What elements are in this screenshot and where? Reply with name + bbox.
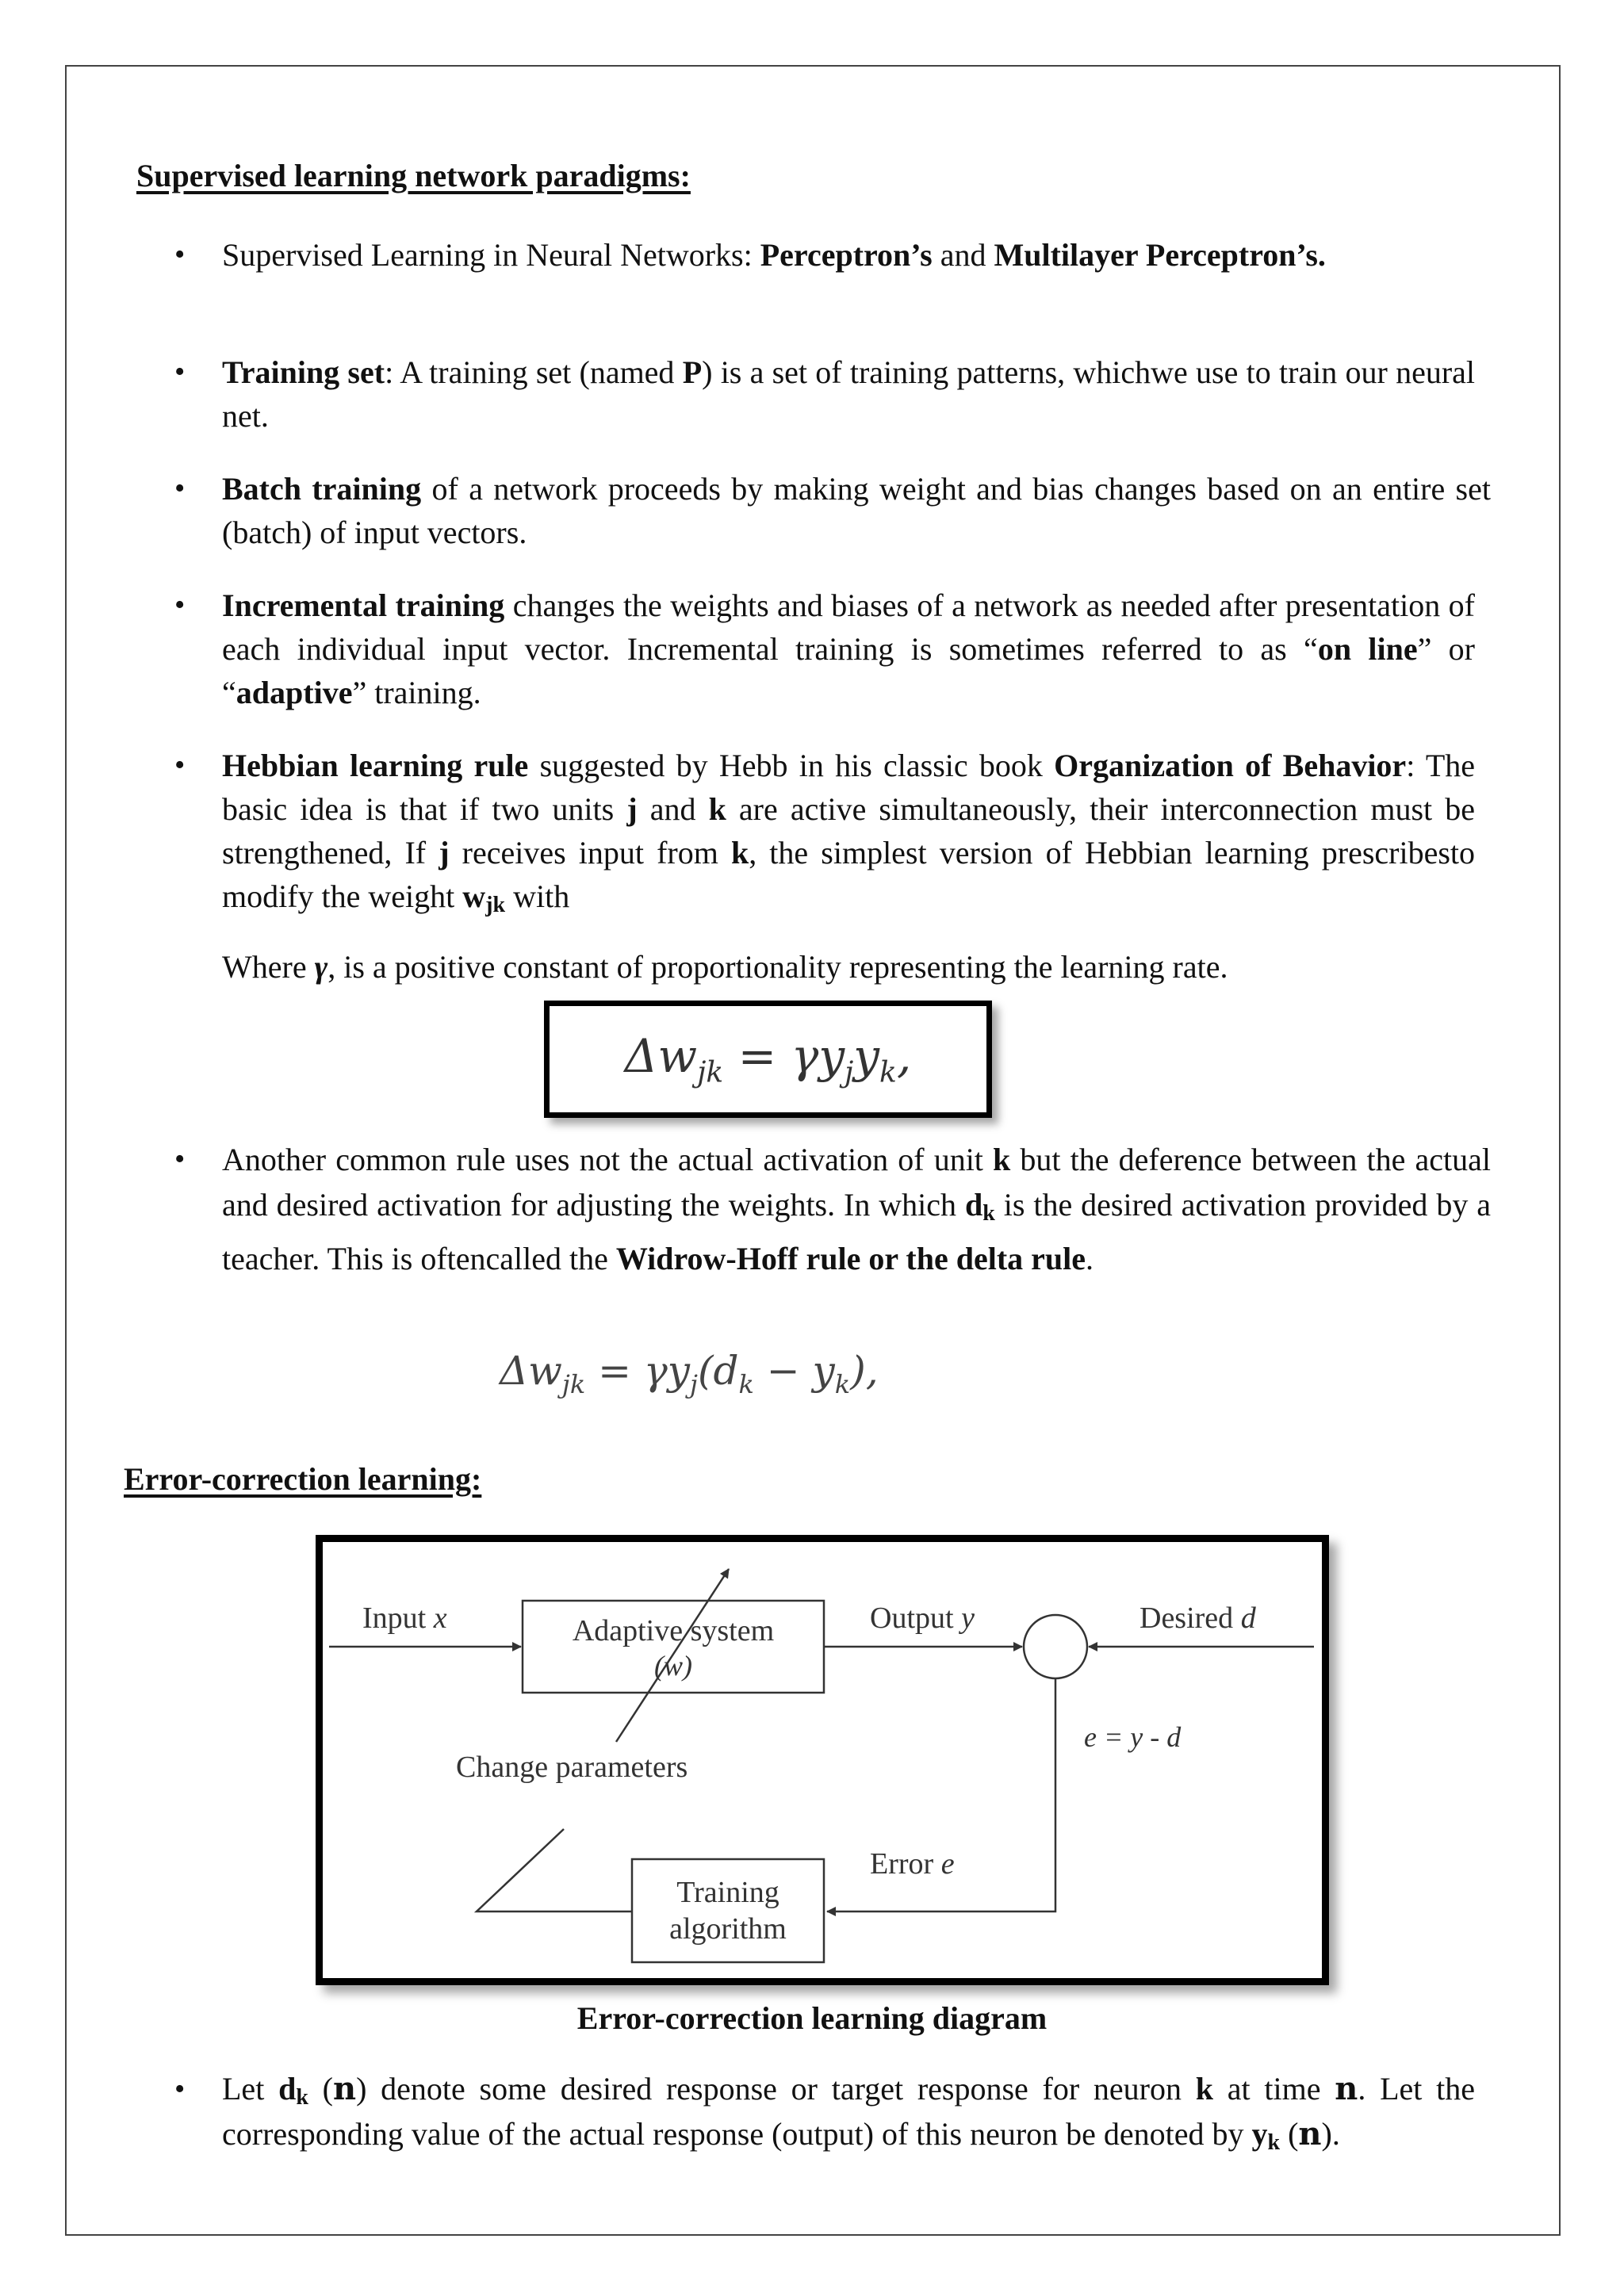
hebb-formula: $\Delta w_{jk} = \gamma y_jy_k$,	[624, 1029, 912, 1089]
summing-junction	[1024, 1615, 1087, 1678]
bullet-item-delta-rule: • Another common rule uses not the actual activation of unit k but the deference between the actual and desired activation for adjusting the weights. In which dk is the desired activation provided by a teacher. This is oftencalled the Widrow-Hoff rule or the delta rule.	[222, 1137, 1491, 1281]
bullet-item-batch-training: • Batch training of a network proceeds by making weight and bias changes based on an entire set (batch) of input vectors.	[222, 467, 1491, 554]
learning-rate-note: Where γ, is a positive constant of proportionality representing the learning rate.	[222, 949, 1228, 985]
output-label: Output y	[870, 1601, 975, 1635]
diagram-caption: Error-correction learning diagram	[576, 2000, 1048, 2036]
bullet-icon: •	[174, 1142, 186, 1176]
change-parameters-label: Change parameters	[456, 1751, 688, 1784]
adaptive-system-label: Adaptive system	[572, 1614, 775, 1647]
bullet-icon: •	[174, 472, 186, 505]
delta-rule-formula: $\Delta w_{jk} = \gamma y_j(d_k - y_k)$,	[500, 1348, 879, 1399]
bullet-item-training-set: • Training set: A training set (named P) is a set of training patterns, whichwe use to train our neural net.	[222, 350, 1475, 438]
section-heading-error-correction: Error-correction learning:	[124, 1461, 482, 1497]
change-parameters-path	[477, 1829, 632, 1911]
error-label: Error e	[870, 1847, 955, 1881]
input-label: Input x	[362, 1601, 447, 1635]
adjust-arrow	[616, 1569, 729, 1742]
bullet-item-hebbian-rule: • Hebbian learning rule suggested by Hebb in his classic book Organization of Behavior: The basic idea is that if two units j and k are active simultaneously, their interconnection must be strengthened, If j receives input from k, the simplest version of Hebbian learning prescribesto modify the weight wjk with	[222, 744, 1475, 927]
diagram-svg	[323, 1542, 1322, 1978]
bullet-icon: •	[174, 355, 186, 388]
training-label-line2: algorithm	[669, 1912, 787, 1946]
training-label-line1: Training	[676, 1876, 779, 1909]
bullet-item-perceptrons: • Supervised Learning in Neural Networks: Perceptron’s and Multilayer Perceptron’s.	[222, 233, 1475, 277]
training-algorithm-box	[632, 1859, 824, 1962]
bullet-item-desired-response: • Let dk (n) denote some desired response or target response for neuron k at time n. Let the corresponding value of the actual response (output) of this neuron be denoted by yk (n).	[174, 2070, 1475, 2155]
bullet-icon: •	[174, 588, 186, 622]
bullet-icon: •	[174, 238, 186, 271]
hebb-formula-box	[544, 1001, 992, 1118]
error-equation: e = y - d	[1084, 1721, 1182, 1753]
error-correction-diagram	[316, 1535, 1329, 1985]
bullet-item-incremental-training: • Incremental training changes the weights and biases of a network as needed after presentation of each individual input vector. Incremental training is sometimes referred to as “on line” or “adaptive” training.	[222, 584, 1475, 714]
bullet-icon: •	[174, 748, 186, 782]
bullet-icon: •	[174, 2072, 186, 2106]
desired-label: Desired d	[1139, 1601, 1256, 1635]
adaptive-system-weight: (w)	[654, 1650, 692, 1682]
section-heading-supervised: Supervised learning network paradigms:	[136, 158, 691, 193]
